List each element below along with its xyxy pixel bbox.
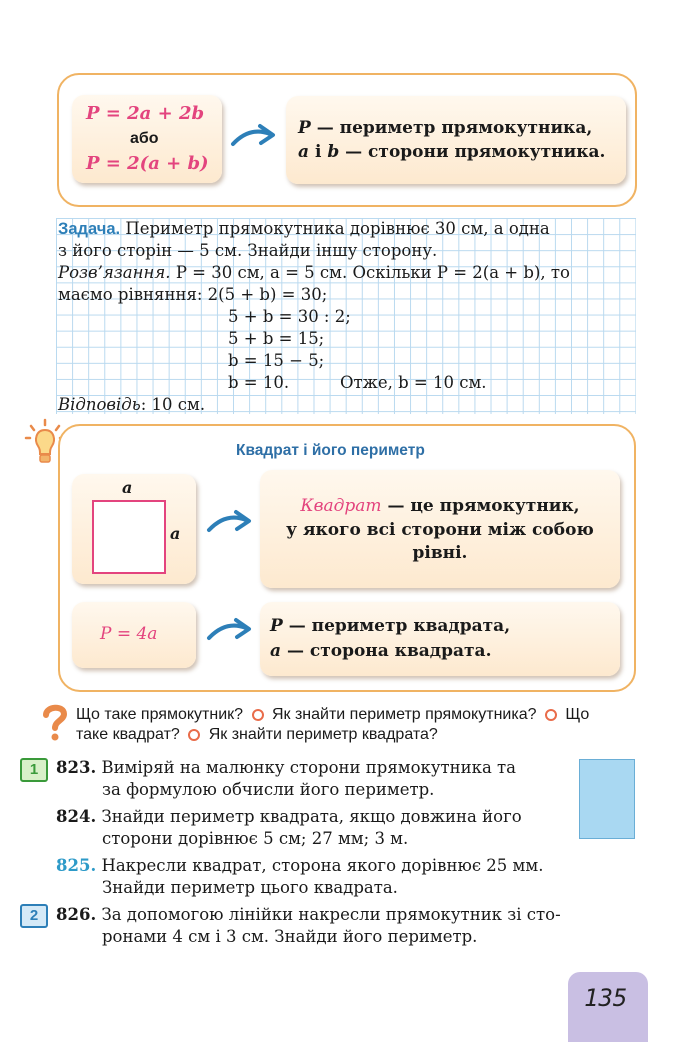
square-desc-line2 [270, 641, 492, 661]
formula-or: або [130, 130, 159, 147]
task-line-6: 5 + b = 15; [228, 329, 325, 348]
question-4: Як знайти периметр квадрата? [208, 726, 438, 743]
task-line-2: з його сторін — 5 см. Знайди іншу сторону. [58, 241, 438, 260]
task-line-3 [58, 263, 570, 282]
level-badge-1: 1 [20, 758, 48, 782]
square-desc-line2-text: — сторона квадрата. [286, 641, 492, 661]
exercise-825-line1: Накресли квадрат, сторона якого дорівнює 25 мм. [101, 856, 544, 875]
square-def-line2: у якого всі сторони між собою [286, 520, 594, 540]
answer-label: Відповідь [58, 395, 141, 414]
exercise-825-number: 825. [56, 856, 97, 875]
questions-line1 [76, 706, 589, 724]
measure-rectangle [579, 759, 635, 839]
exercise-826-line1: За допомогою лінійки накресли прямокутник зі сто- [101, 905, 561, 924]
circle-bullet-icon [545, 709, 557, 721]
exercise-824-line1: Знайди периметр квадрата, якщо довжина його [101, 807, 522, 826]
answer-rest: : 10 см. [140, 395, 206, 414]
page-number: 135 [584, 984, 628, 1012]
square-def-line3: рівні. [412, 543, 468, 563]
solution-label: Розв’язання. [58, 263, 171, 282]
square-def-term: Квадрат [300, 496, 382, 516]
circle-bullet-icon [252, 709, 264, 721]
rect-desc-line2 [298, 142, 605, 162]
square-section-title: Квадрат і його периметр [236, 442, 425, 459]
formula-line1: P = 2a + 2b [86, 103, 205, 124]
task-line-8b: Отже, b = 10 см. [340, 373, 487, 392]
arrow-right-icon [206, 508, 254, 538]
exercise-826-line2: ронами 4 см і 3 см. Знайди його периметр. [102, 927, 478, 946]
task-line3-rest: P = 30 см, a = 5 см. Оскільки P = 2(a + b), то [175, 263, 570, 282]
exercise-823 [56, 757, 566, 779]
square-definition-card [260, 470, 620, 588]
question-1: Що таке прямокутник? [76, 706, 244, 723]
square-def-line1-rest: — це прямокутник, [387, 496, 580, 516]
level-badge-2: 2 [20, 904, 48, 928]
exercise-826-number: 826. [56, 905, 97, 924]
square-desc-line1 [270, 616, 510, 636]
rectangle-formula-card [72, 95, 222, 183]
square-formula-card [72, 602, 196, 668]
question-2: Як знайти периметр прямокутника? [271, 706, 537, 723]
exercise-825 [56, 855, 543, 877]
question-3-part2: таке квадрат? [76, 726, 180, 743]
task-line1-rest: Периметр прямокутника дорівнює 30 см, а одна [125, 219, 550, 238]
task-line-1 [58, 219, 550, 239]
square-side-right-label: a [170, 524, 181, 543]
square-drawing-card [72, 474, 196, 584]
square-formula: P = 4a [100, 624, 158, 644]
task-line-8a: b = 10. [228, 373, 290, 392]
exercise-824 [56, 806, 566, 828]
formula-line2: P = 2(a + b) [86, 153, 209, 174]
symbol-a: a [298, 142, 310, 162]
task-answer [58, 395, 205, 414]
square-desc-line1-text: — периметр квадрата, [288, 616, 511, 636]
exercise-825-line2: Знайди периметр цього квадрата. [102, 878, 398, 897]
task-line-7: b = 15 − 5; [228, 351, 325, 370]
rectangle-perimeter-card [286, 96, 626, 184]
arrow-right-icon [230, 122, 278, 152]
questions-line2 [76, 726, 438, 744]
square-figure [92, 500, 166, 574]
arrow-right-icon [206, 616, 254, 646]
question-mark-icon [38, 702, 72, 742]
square-side-top-label: a [122, 478, 133, 497]
exercise-826 [56, 904, 561, 926]
rect-desc-line2-text: — сторони прямокутника. [345, 142, 606, 162]
square-perimeter-card [260, 602, 620, 676]
exercise-823-number: 823. [56, 758, 97, 777]
exercise-824-line2: сторони дорівнює 5 см; 27 мм; 3 м. [102, 829, 409, 848]
symbol-p: P [270, 616, 283, 636]
rect-desc-line1 [298, 118, 592, 138]
circle-bullet-icon [188, 729, 200, 741]
rect-desc-line1-text: — периметр прямокутника, [316, 118, 593, 138]
task-line-5: 5 + b = 30 : 2; [228, 307, 351, 326]
question-3-part1: Що [565, 706, 590, 723]
task-label: Задача. [58, 220, 121, 238]
exercise-824-number: 824. [56, 807, 97, 826]
exercise-823-line1: Виміряй на малюнку сторони прямокутника та [101, 758, 517, 777]
symbol-b: b [327, 142, 340, 162]
word-and: і [314, 142, 322, 162]
symbol-p: P [298, 118, 311, 138]
task-line-4: маємо рівняння: 2(5 + b) = 30; [58, 285, 328, 304]
exercise-823-line2: за формулою обчисли його периметр. [102, 780, 435, 799]
square-def-line1 [260, 496, 620, 516]
symbol-a: a [270, 641, 282, 661]
